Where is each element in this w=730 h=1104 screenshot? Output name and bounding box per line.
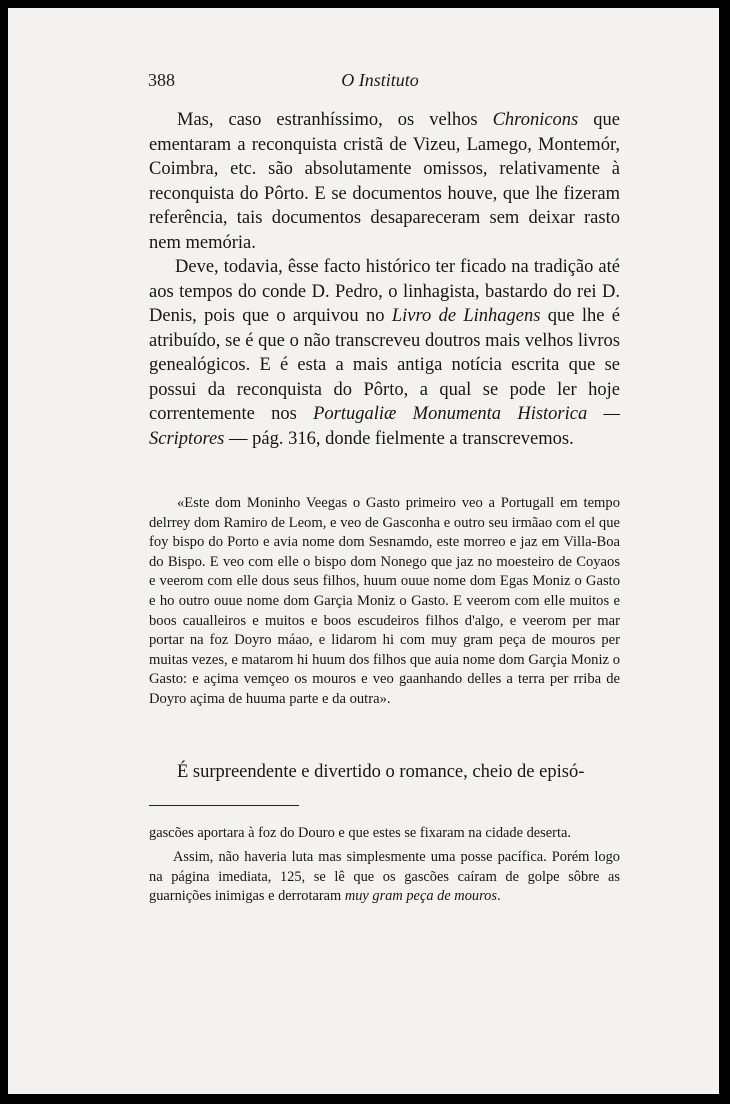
page-header	[140, 70, 620, 94]
main-text-continued	[149, 760, 620, 784]
page-number: 388	[148, 70, 175, 90]
chronicons-term: Chronicons	[492, 110, 579, 130]
paragraph-1-text-b: que ementaram a reconquista cristã de Vizeu, Lamego, Montemór, Coimbra, etc. são absolutamente omissos, relativamente à reconquista do Pôrto. E se documentos houve, que lhe fizeram referência, tais documentos desapareceram sem deixar rasto nem memória.	[149, 110, 620, 253]
footnote-text-a: Assim, não haveria luta mas simplesmente uma posse pacífica. Porém logo na página imediata, 125, se lê que os gascões caíram de golpe sôbre as guarnições inimigas e derrotaram	[149, 848, 620, 905]
pmh-title: Portugaliæ Monumenta Historica — Scriptores	[149, 404, 620, 449]
paragraph-3: É surpreendente e divertido o romance, cheio de episó-	[177, 762, 585, 782]
footnote-italic-phrase: muy gram peça de mouros	[344, 888, 497, 905]
livro-linhagens-title: Livro de Linhagens	[391, 306, 541, 326]
footnotes	[149, 824, 620, 911]
footnote-rule	[149, 805, 299, 806]
paragraph-2-text-b: que lhe é atribuído, se é que o não transcreveu doutros mais velhos livros genealógicos. E é esta a mais antiga notícia escrita que se possui da reconquista do Pôrto, a qual se pode ler hoje correntemente nos	[149, 306, 620, 424]
main-text	[149, 108, 620, 451]
paragraph-2-text-c: — pág. 316, donde fielmente a transcrevemos.	[224, 428, 574, 449]
quote-text: «Este dom Moninho Veegas o Gasto primeiro veo a Portugall em tempo delrrey dom Ramiro de Leom, e veo de Gasconha e outro seu irmãao com el que foy bispo do Porto e avia nome dom Sesnamdo, este morreo e jaz em Villa-Boa do Bispo. E veo com elle o bispo dom Nonego que jaz no moesteiro de Coyaos e veerom com elle dous seus filhos, huum ouue nome dom Egas Moniz o Gasto e ho outro ouue nome dom Garçia Moniz o Gasto. E veerom com elle muitos e boos caualleiros e muitos e boos escudeiros filhos d'algo, e veerom per mar portar na foz Doyro máao, e lidarom hi com muy gram peça de mouros per muitas vezes, e matarom hi huum dos filhos que auia nome dom Garçia Moniz o Gasto: e açima vemçeo os mouros e veo gaanhando delles a terra per rriba de Doyro açima de huuma parte e da outra».	[149, 495, 620, 707]
scan-border	[719, 8, 722, 1094]
footnote-continuation: gascões aportara à foz do Douro e que estes se fixaram na cidade deserta.	[149, 825, 571, 841]
paragraph-1-text-a: Mas, caso estranhíssimo, os velhos	[177, 110, 493, 130]
footnote-text-b: .	[496, 888, 501, 905]
block-quote	[149, 494, 620, 710]
running-title: O Instituto	[341, 70, 419, 90]
paragraph-1	[149, 108, 620, 255]
paragraph-2-text-a: Deve, todavia, êsse facto histórico ter ficado na tradição até aos tempos do conde D. Pedro, o linhagista, bastardo do rei D. Denis, pois que o arquivou no	[149, 257, 620, 326]
footnote-paragraph	[149, 848, 620, 907]
paragraph-2	[149, 255, 620, 451]
